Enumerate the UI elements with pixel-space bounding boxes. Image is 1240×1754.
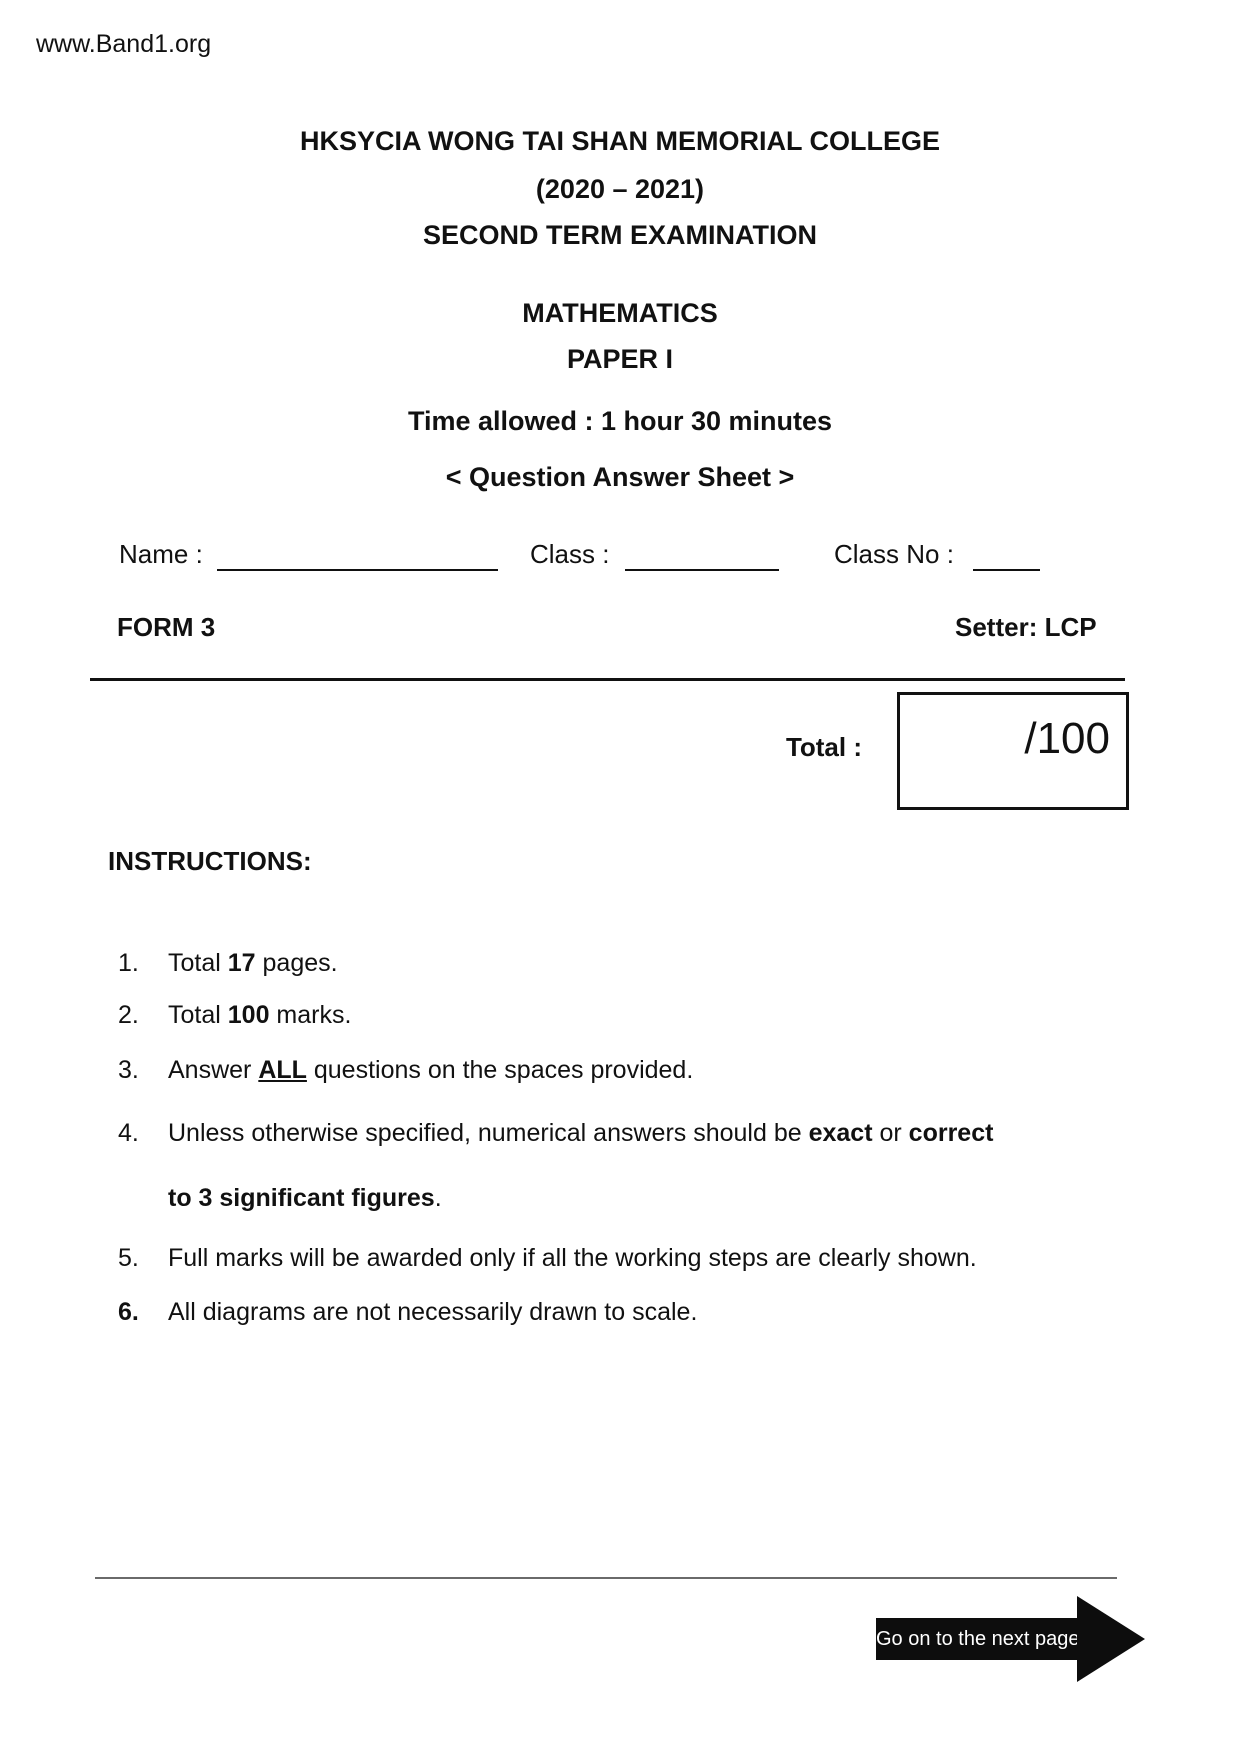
instruction-text: Total	[168, 1001, 228, 1029]
form-level: FORM 3	[117, 612, 216, 642]
instruction-item-4-line-2	[168, 1183, 442, 1213]
instruction-text: questions on the spaces provided.	[306, 1056, 694, 1084]
footer-rule	[95, 1577, 1117, 1579]
total-score-value: /100	[1024, 714, 1110, 763]
instruction-text-bold: 100	[227, 1001, 270, 1029]
instruction-text: Unless otherwise specified, numerical answers should be	[168, 1119, 809, 1147]
setter-name: Setter: LCP	[955, 612, 1097, 642]
instruction-text: or	[872, 1119, 909, 1147]
instruction-text-bold: correct	[908, 1119, 994, 1147]
sheet-title: < Question Answer Sheet >	[445, 462, 795, 492]
instruction-text: Total	[168, 949, 228, 977]
instruction-item-4	[118, 1118, 993, 1148]
total-score-box	[897, 692, 1129, 810]
instruction-text: .	[434, 1184, 442, 1212]
instruction-number: 6.	[118, 1298, 139, 1326]
instruction-text-bold-underline: ALL	[258, 1056, 307, 1084]
instruction-text: Answer	[168, 1056, 259, 1084]
instruction-text-bold: exact	[808, 1119, 873, 1147]
paper-number: PAPER I	[566, 344, 674, 374]
instruction-item-2	[118, 1000, 351, 1030]
next-page-banner: Go on to the next page	[876, 1618, 1077, 1660]
subject-title: MATHEMATICS	[522, 298, 718, 328]
watermark-text: www.Band1.org	[36, 30, 212, 58]
college-name: HKSYCIA WONG TAI SHAN MEMORIAL COLLEGE	[300, 126, 940, 156]
instruction-text-bold: 17	[227, 949, 256, 977]
instruction-text-bold: to 3 significant figures	[168, 1184, 435, 1212]
instruction-item-3	[118, 1055, 693, 1085]
instruction-number: 3.	[118, 1056, 139, 1084]
time-allowed: Time allowed : 1 hour 30 minutes	[407, 406, 833, 436]
instruction-number: 4.	[118, 1119, 139, 1147]
class-label: Class :	[530, 539, 610, 569]
name-blank-line	[217, 568, 498, 571]
class-blank-line	[625, 568, 779, 571]
divider-line	[90, 678, 1125, 681]
instruction-item-5	[118, 1243, 977, 1273]
instruction-text: marks.	[269, 1001, 352, 1029]
instruction-number: 2.	[118, 1001, 139, 1029]
instruction-item-6	[118, 1297, 697, 1327]
next-page-arrow-icon	[1077, 1596, 1145, 1682]
instruction-text: All diagrams are not necessarily drawn to scale.	[168, 1298, 698, 1326]
instruction-text: Full marks will be awarded only if all the working steps are clearly shown.	[168, 1244, 977, 1272]
instructions-heading: INSTRUCTIONS:	[108, 846, 312, 876]
class-no-blank-line	[973, 568, 1040, 571]
total-label: Total :	[785, 732, 862, 762]
instruction-text: pages.	[255, 949, 338, 977]
class-no-label: Class No :	[834, 539, 954, 569]
name-label: Name :	[119, 539, 203, 569]
school-years: (2020 – 2021)	[535, 174, 705, 204]
instruction-number: 5.	[118, 1244, 139, 1272]
instruction-number: 1.	[118, 949, 139, 977]
instruction-item-1	[118, 948, 338, 978]
exam-title: SECOND TERM EXAMINATION	[422, 220, 817, 250]
